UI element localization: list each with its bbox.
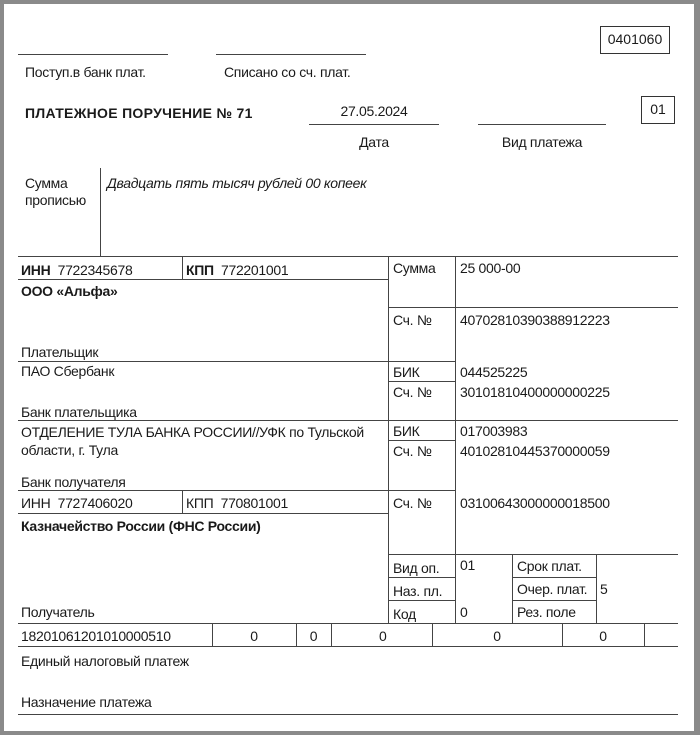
- status-code-box: [641, 96, 675, 124]
- payee-inn-value: 7727406020: [57, 495, 133, 511]
- payer-bank-name: ПАО Сбербанк: [21, 363, 115, 379]
- purpose-text: Единый налоговый платеж: [21, 653, 189, 669]
- grid-vline-value-col: [455, 256, 456, 623]
- grid-line-payer-inn: [18, 279, 388, 280]
- received-line: [18, 54, 168, 55]
- tax-period: 0: [379, 628, 387, 644]
- priority-label: Очер. плат.: [517, 581, 588, 597]
- grid-line-payer-bank-bottom: [18, 420, 678, 421]
- grid-line-op-mid2: [388, 600, 455, 601]
- amount-words-divider: [100, 168, 101, 256]
- payee-bank-bik-value: 017003983: [460, 423, 528, 439]
- date-label: Дата: [359, 134, 389, 150]
- payee-bank-account-label: Сч. №: [393, 443, 432, 459]
- payer-inn: [21, 262, 132, 278]
- payer-bank-role-label: Банк плательщика: [21, 404, 137, 420]
- grid-line-op-mid1b: [512, 577, 596, 578]
- payee-role-label: Получатель: [21, 604, 95, 620]
- payer-name: ООО «Альфа»: [21, 283, 118, 299]
- payer-bank-bik-label: БИК: [393, 364, 420, 380]
- grid-vline-op-right: [596, 554, 597, 623]
- amount-words-label-line1: Сумма: [25, 175, 68, 191]
- grid-line-tax-top: [18, 623, 678, 624]
- date-line: [309, 124, 439, 125]
- payer-account-value: 40702810390388912223: [460, 312, 610, 328]
- form-code: 0401060: [607, 31, 663, 47]
- grid-line-bik2: [388, 440, 455, 441]
- payment-type-line: [478, 124, 606, 125]
- payer-kpp: [186, 262, 288, 278]
- reserve-label: Рез. поле: [517, 604, 576, 620]
- priority-value: 5: [600, 581, 608, 597]
- tax-kbk: 18201061201010000510: [21, 628, 171, 644]
- payer-amount-value: 25 000-00: [460, 260, 521, 276]
- payee-name: Казначейство России (ФНС России): [21, 518, 261, 534]
- tax-oktmo: 0: [250, 628, 258, 644]
- grid-line-op-top: [388, 554, 678, 555]
- payer-inn-label: ИНН: [21, 262, 51, 278]
- grid-vline-payee-kpp: [182, 490, 183, 513]
- grid-line-top: [18, 256, 678, 257]
- payer-inn-value: 7722345678: [57, 262, 133, 278]
- payee-inn-label: ИНН: [21, 495, 51, 511]
- payee-kpp-label: КПП: [186, 495, 214, 511]
- payer-account-label: Сч. №: [393, 312, 432, 328]
- grid-vline-op-mid: [512, 554, 513, 623]
- payer-bank-bik-value: 044525225: [460, 364, 528, 380]
- payee-bank-role-label: Банк получателя: [21, 474, 126, 490]
- code-value: 0: [460, 604, 468, 620]
- grid-line-payee-bank-bottom: [18, 490, 455, 491]
- page-title: ПЛАТЕЖНОЕ ПОРУЧЕНИЕ № 71: [25, 105, 253, 121]
- grid-vline-payer-kpp: [182, 256, 183, 279]
- payer-role-label: Плательщик: [21, 344, 99, 360]
- payer-kpp-label: КПП: [186, 262, 214, 278]
- payee-kpp-value: 770801001: [220, 495, 288, 511]
- payee-account-value: 03100643000000018500: [460, 495, 610, 511]
- grid-line-payee-inn: [18, 513, 388, 514]
- payee-account-label: Сч. №: [393, 495, 432, 511]
- grid-vline-tax6: [644, 623, 645, 646]
- payee-bank-account-value: 40102810445370000059: [460, 443, 610, 459]
- op-type-value: 01: [460, 557, 475, 573]
- amount-words-label-line2: прописью: [25, 192, 86, 208]
- grid-line-payer-bottom: [18, 361, 455, 362]
- op-type-label: Вид оп.: [393, 560, 440, 576]
- purpose-label: Назначение платежа: [21, 694, 152, 710]
- purpose-code-label: Наз. пл.: [393, 583, 443, 599]
- tax-doc-number: 0: [493, 628, 501, 644]
- amount-words-label: [25, 175, 86, 209]
- debited-line: [216, 54, 366, 55]
- grid-line-amount-bottom: [388, 307, 678, 308]
- status-code: 01: [650, 101, 666, 117]
- grid-line-op-mid1: [388, 577, 455, 578]
- received-label: Поступ.в банк плат.: [25, 64, 146, 80]
- payer-kpp-value: 772201001: [220, 262, 289, 278]
- grid-line-op-mid2b: [512, 600, 596, 601]
- payer-bank-account-label: Сч. №: [393, 384, 432, 400]
- payment-order-form: [4, 4, 694, 731]
- grid-line-tax-bottom: [18, 646, 678, 647]
- payer-amount-label: Сумма: [393, 260, 436, 276]
- payee-bank-bik-label: БИК: [393, 423, 420, 439]
- code-label: Код: [393, 606, 416, 622]
- tax-basis: 0: [309, 628, 318, 644]
- grid-line-bik1: [388, 381, 455, 382]
- payment-type-label: Вид платежа: [501, 134, 583, 150]
- tax-doc-date: 0: [599, 628, 607, 644]
- due-label: Срок плат.: [517, 558, 582, 574]
- debited-label: Списано со сч. плат.: [224, 64, 351, 80]
- payee-bank-name-line1: ОТДЕЛЕНИЕ ТУЛА БАНКА РОССИИ//УФК по Тульской: [21, 424, 364, 440]
- grid-vline-label-col: [388, 256, 389, 623]
- payee-inn: [21, 495, 132, 511]
- payee-kpp: [186, 495, 288, 511]
- payment-date: 27.05.2024: [340, 103, 408, 119]
- form-code-box: [600, 26, 670, 54]
- amount-words-value: Двадцать пять тысяч рублей 00 копеек: [107, 175, 367, 191]
- grid-line-purpose-bottom: [18, 714, 678, 715]
- payee-bank-name-line2: области, г. Тула: [21, 442, 118, 458]
- payer-bank-account-value: 30101810400000000225: [460, 384, 610, 400]
